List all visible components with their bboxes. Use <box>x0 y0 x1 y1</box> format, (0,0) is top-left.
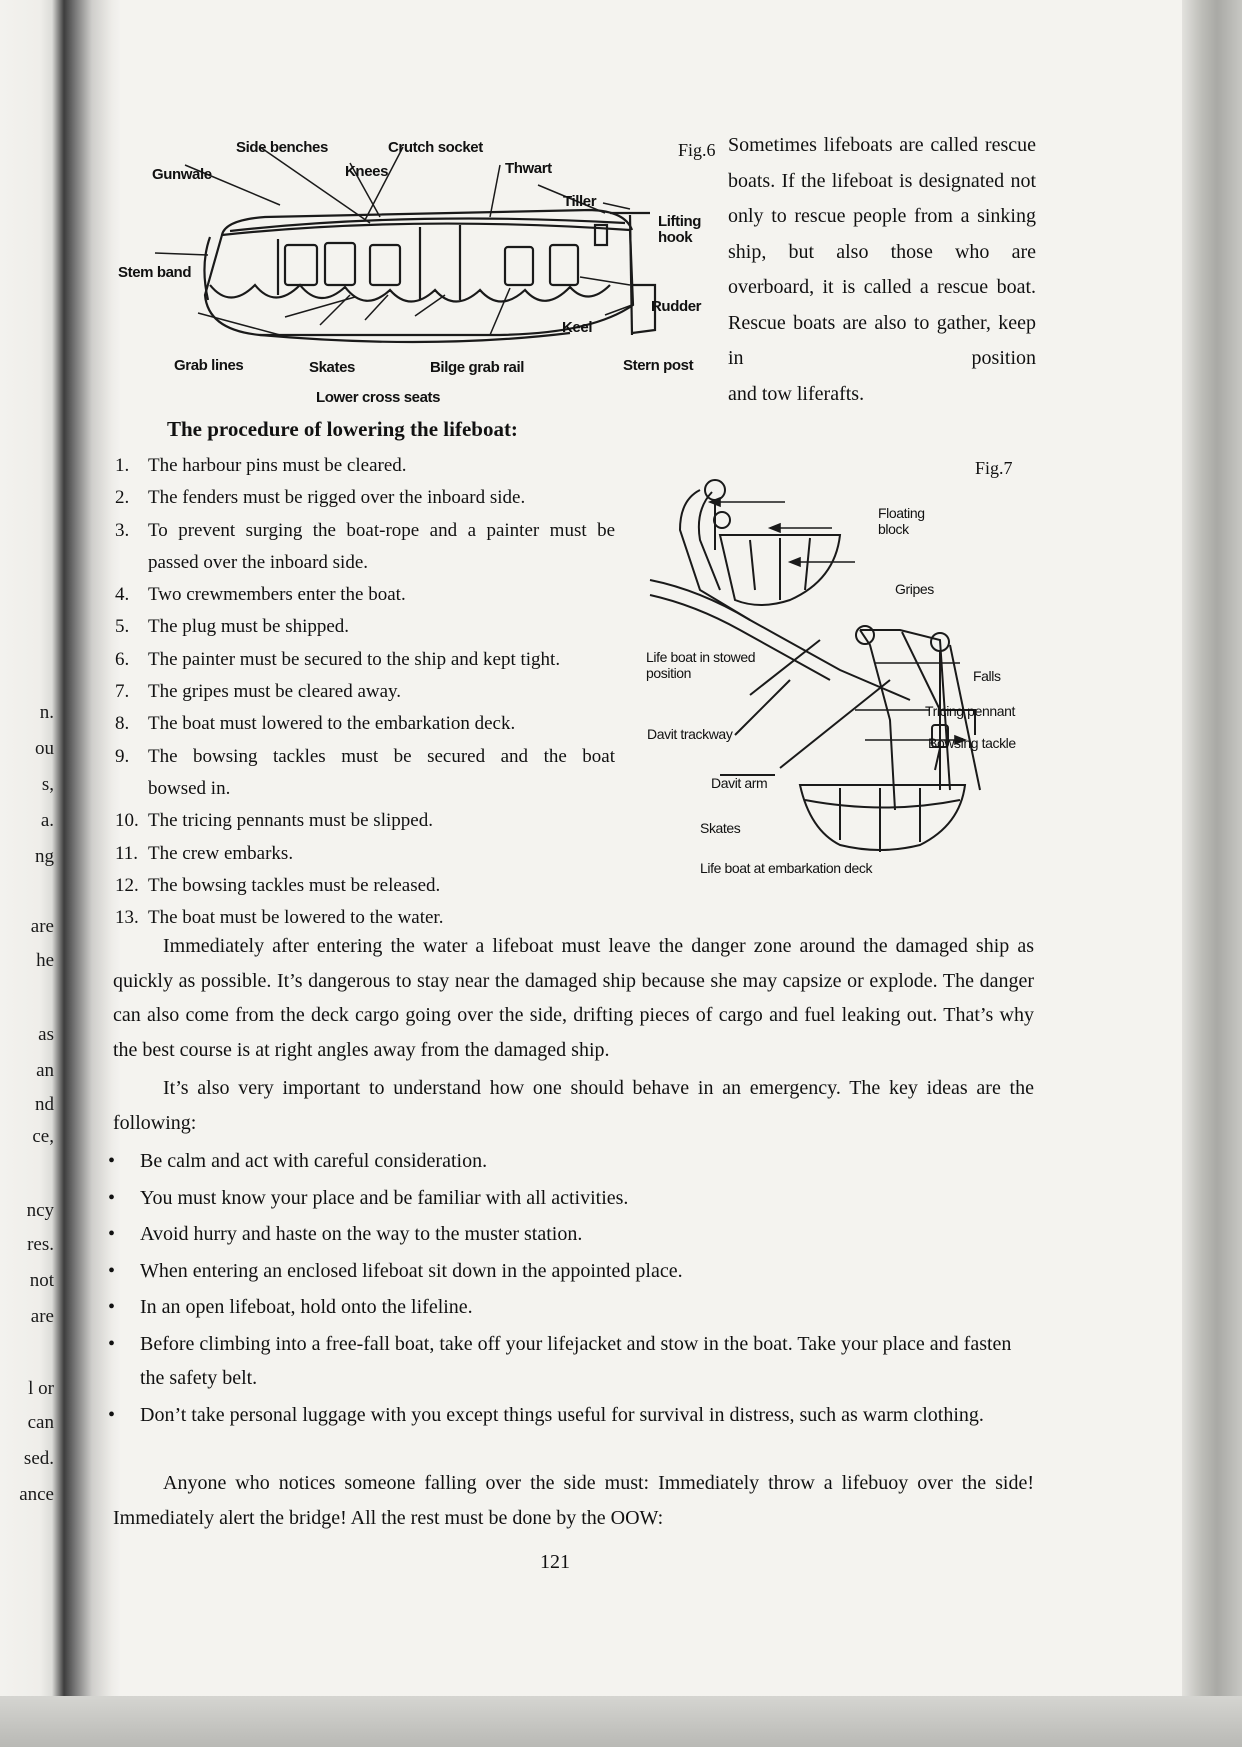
label-knees: Knees <box>345 163 389 180</box>
previous-page-fragment: not <box>29 1270 54 1291</box>
label-crutch-socket: Crutch socket <box>388 139 483 156</box>
label-lifting-hook: Lifting hook <box>658 213 702 246</box>
previous-page-fragment: n. <box>39 702 54 723</box>
step-text: The harbour pins must be cleared. <box>148 455 407 476</box>
label-gunwale: Gunwale <box>152 166 212 183</box>
previous-page-fragment: are <box>30 916 54 937</box>
previous-page-fragment: ou <box>35 738 54 759</box>
previous-page-fragment: ce, <box>32 1126 54 1147</box>
side-paragraph-last-line: and tow liferafts. <box>728 382 865 405</box>
previous-page-fragment: can <box>27 1412 54 1433</box>
label-thwart: Thwart <box>505 160 552 177</box>
fig7-caption: Fig.7 <box>975 458 1013 478</box>
label-keel: Keel <box>562 319 593 336</box>
key-idea-item: • You must know your place and be familiar with all activities. <box>108 1181 1034 1216</box>
previous-page-fragment: l or <box>28 1378 54 1399</box>
step-number: 12. <box>115 874 139 896</box>
label-life-boat-embarkation: Life boat at embarkation deck <box>700 860 873 876</box>
procedure-step <box>115 644 615 676</box>
paragraph-man-overboard-text: Anyone who notices someone falling over the side must: Immediately throw a lifebuoy over the side! Immediately alert the bridge! All the rest must be done by the OOW: <box>113 1472 1034 1529</box>
previous-page-fragment: sed. <box>23 1448 54 1469</box>
step-text: The painter must be secured to the ship and kept tight. <box>148 648 561 670</box>
paragraph-danger-zone <box>113 929 1034 1067</box>
paragraph-emergency-text: It’s also very important to understand how one should behave in an emergency. The key ideas are the following: <box>113 1077 1034 1134</box>
paragraph-emergency <box>113 1071 1034 1140</box>
key-idea-item: • When entering an enclosed lifeboat sit down in the appointed place. <box>108 1254 1034 1289</box>
label-tricing-pennant: Tricing pennant <box>925 703 1015 719</box>
label-side-benches: Side benches <box>236 139 328 156</box>
label-stem-band: Stem band <box>118 264 192 281</box>
previous-page-fragment: ncy <box>26 1200 54 1221</box>
previous-page-fragment: are <box>30 1306 54 1327</box>
previous-page-fragment: an <box>36 1060 54 1081</box>
bottom-scan-edge <box>0 1696 1242 1747</box>
previous-page-fragment: he <box>36 950 54 971</box>
key-idea-item: • In an open lifeboat, hold onto the lifeline. <box>108 1290 1034 1325</box>
step-number: 11. <box>115 842 139 864</box>
step-number: 6. <box>115 648 130 670</box>
step-number: 13. <box>115 907 139 929</box>
step-text-continued: bowsed in. <box>148 777 231 799</box>
side-paragraph <box>728 128 1036 412</box>
paragraph-man-overboard <box>113 1466 1034 1535</box>
previous-page-fragment: s, <box>41 774 54 795</box>
key-idea-item: • Be calm and act with careful consideration. <box>108 1144 1034 1179</box>
label-skates: Skates <box>309 359 355 376</box>
procedure-step <box>115 482 615 514</box>
label-davit-trackway: Davit trackway <box>647 726 733 742</box>
step-text: The bowsing tackles must be secured and the boat <box>148 745 615 767</box>
step-number: 4. <box>115 584 130 606</box>
step-number: 10. <box>115 810 139 832</box>
procedure-step <box>115 450 615 482</box>
step-text: The fenders must be rigged over the inboard side. <box>148 487 526 509</box>
step-text: The gripes must be cleared away. <box>148 681 402 703</box>
procedure-step <box>115 805 615 837</box>
procedure-step <box>115 515 615 580</box>
key-idea-item: • Avoid hurry and haste on the way to the muster station. <box>108 1217 1034 1252</box>
procedure-step <box>115 611 615 643</box>
previous-page-fragment: ng <box>35 846 54 867</box>
label-bilge-grab-rail: Bilge grab rail <box>430 359 525 376</box>
right-page-edge <box>1182 0 1242 1747</box>
previous-page-fragment: nd <box>35 1094 54 1115</box>
step-text: The tricing pennants must be slipped. <box>148 810 433 832</box>
step-number: 9. <box>115 745 130 767</box>
step-number: 8. <box>115 713 130 735</box>
step-number: 7. <box>115 681 130 703</box>
label-tiller: Tiller <box>563 193 597 210</box>
step-number: 5. <box>115 616 130 638</box>
previous-page-fragment: a. <box>40 810 54 831</box>
previous-page-fragment: as <box>38 1024 54 1045</box>
procedure-list <box>115 450 615 934</box>
procedure-step <box>115 870 615 902</box>
step-number: 3. <box>115 519 130 541</box>
step-text: The boat must lowered to the embarkation deck. <box>148 713 516 735</box>
label-gripes: Gripes <box>895 581 934 597</box>
label-floating-block: Floating block <box>878 505 925 537</box>
previous-page-fragment: res. <box>27 1234 54 1255</box>
page-number: 121 <box>540 1551 570 1573</box>
side-paragraph-body: Sometimes lifeboats are called rescue boats. If the lifeboat is designated not only to rescue people from a sinking ship, but also those who are overboard, it is called a rescue boat. Rescue boats are also to gather, keep in position <box>728 134 1036 369</box>
procedure-heading: The procedure of lowering the lifeboat: <box>167 417 518 441</box>
step-text: The boat must be lowered to the water. <box>148 907 444 929</box>
label-rudder: Rudder <box>651 298 702 315</box>
label-life-boat-stowed: Life boat in stowed position <box>646 649 756 681</box>
key-ideas-list <box>108 1144 1034 1434</box>
step-number: 2. <box>115 487 130 509</box>
step-text: Two crewmembers enter the boat. <box>148 584 406 606</box>
label-davit-arm: Davit arm <box>711 775 768 791</box>
label-bowsing-tackle: Bowsing tackle <box>928 735 1016 751</box>
step-text: The bowsing tackles must be released. <box>148 874 441 896</box>
step-text-continued: passed over the inboard side. <box>148 551 369 573</box>
label-lower-cross-seats: Lower cross seats <box>316 389 441 406</box>
procedure-step <box>115 676 615 708</box>
step-number: 1. <box>115 455 130 476</box>
label-stern-post: Stern post <box>623 357 694 374</box>
procedure-step <box>115 708 615 740</box>
label-falls: Falls <box>973 668 1001 684</box>
key-idea-item: • Don’t take personal luggage with you except things useful for survival in distress, such as warm clothing. <box>108 1398 1034 1433</box>
procedure-step <box>115 741 615 806</box>
step-text: The plug must be shipped. <box>148 616 350 638</box>
label-skates: Skates <box>700 820 741 836</box>
procedure-step <box>115 838 615 870</box>
paragraph-danger-zone-text: Immediately after entering the water a lifeboat must leave the danger zone around the damaged ship as quickly as possible. It’s dangerous to stay near the damaged ship because she may capsize or explode. The danger can also come from the deck cargo going over the side, drifting pieces of cargo and fuel leaking out. That’s why the best course is at right angles away from the damaged ship. <box>113 935 1034 1061</box>
key-idea-item: • Before climbing into a free-fall boat, take off your lifejacket and stow in the boat. Take your place and fasten the safety belt. <box>108 1327 1034 1396</box>
label-grab-lines: Grab lines <box>174 357 244 374</box>
step-text: To prevent surging the boat-rope and a painter must be <box>148 519 615 541</box>
step-text: The crew embarks. <box>148 842 294 864</box>
fig6-caption: Fig.6 <box>678 140 716 160</box>
previous-page-fragment: ance <box>19 1484 54 1505</box>
procedure-step <box>115 579 615 611</box>
